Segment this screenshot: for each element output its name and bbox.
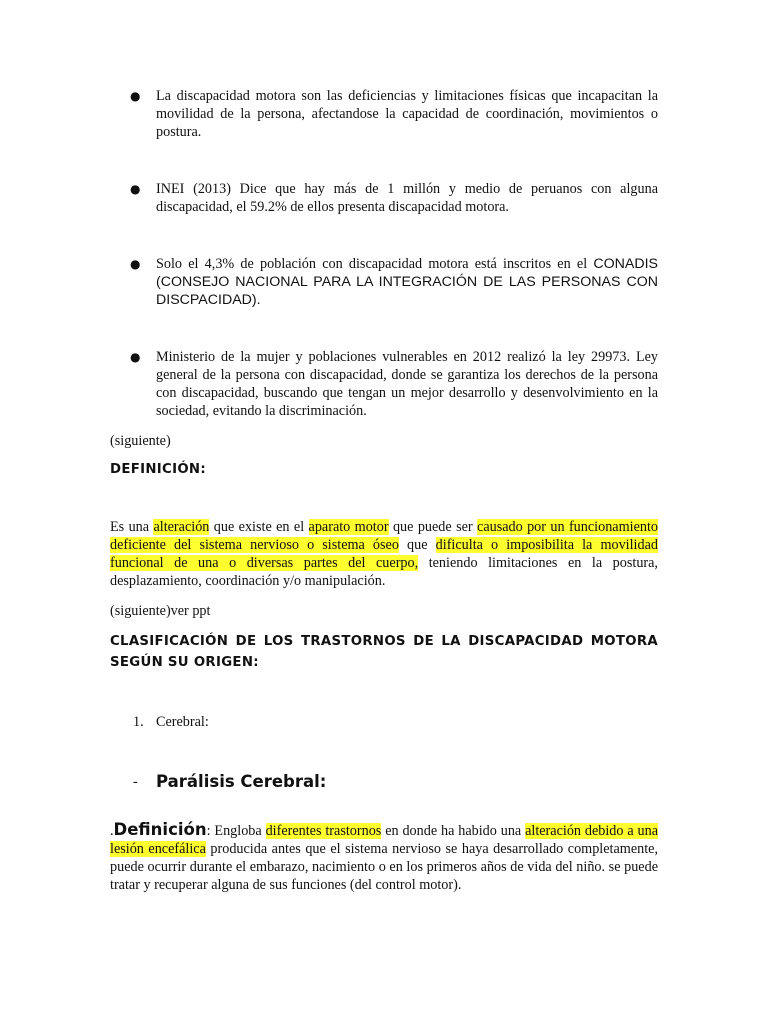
text-run: que [398,537,436,553]
list-number: 1. [133,714,144,730]
highlight: alteración debido a una lesión encefálica [110,823,658,857]
definicion2-paragraph [110,821,658,894]
list-item-text: Cerebral: [156,714,209,730]
definicion-label: Definición [113,820,207,839]
text-run: que puede ser [388,519,478,535]
bullet-text: INEI (2013) Dice que hay más de 1 millón y medio de peruanos con alguna discapacidad, el 59.2% de ellos presenta discapacidad motora. [156,181,658,215]
siguiente-note: (siguiente)ver ppt [110,603,211,619]
bullet-icon: ● [130,350,141,364]
text-run: en donde ha habido una [381,823,526,839]
definicion-paragraph [110,518,658,590]
conadis-text: CONADIS (CONSEJO NACIONAL PARA LA INTEGRACIÓN DE LAS PERSONAS CON DISCPACIDAD). [156,256,658,308]
siguiente-note: (siguiente) [110,433,171,449]
bullet-icon: ● [130,89,141,103]
definicion-heading: DEFINICIÓN: [110,462,206,477]
paralisis-heading [110,771,658,793]
highlight: diferentes trastornos [265,823,382,839]
clasificacion-heading: CLASIFICACIÓN DE LOS TRASTORNOS DE LA DISCAPACIDAD MOTORA SEGÚN SU ORIGEN: [110,634,658,670]
text-run: : Engloba [206,823,266,839]
highlight: causado por un funcionamiento deficiente del sistema nervioso o sistema óseo [110,519,659,553]
bullet-item [110,87,658,141]
bullet-item [110,180,658,216]
bullet-icon: ● [130,182,141,196]
highlight: alteración [153,519,210,535]
bullet-item [110,348,658,420]
bullet-text: La discapacidad motora son las deficiencias y limitaciones físicas que incapacitan la movilidad de la persona, afectandose la capacidad de coordinación, movimientos o postura. [156,88,658,140]
text-run: teniendo limitaciones en la postura, desplazamiento, coordinación y/o manipulación. [110,555,658,589]
bullet-item [110,255,658,309]
document-page [110,87,658,894]
bullet-text-serif: Solo el 4,3% de población con discapacidad motora está inscritos en el [156,256,594,272]
bullet-text [156,255,658,309]
bullet-icon: ● [130,257,141,271]
paralisis-title: Parálisis Cerebral: [156,772,327,791]
text-run: que existe en el [209,519,309,535]
text-run: producida antes que el sistema nervioso se haya desarrollado completamente, puede ocurrir durante el embarazo, nacimiento o en los primeros años de vida del niño. se puede tratar y recuperar alguna de sus funciones (del control motor). [110,841,658,893]
numbered-item [110,713,658,731]
dash-marker: - [133,774,138,790]
text-run: . [110,823,114,839]
highlight: dificulta o imposibilita la movilidad funcional de una o diversas partes del cuerpo, [110,537,658,571]
highlight: aparato motor [308,519,389,535]
text-run: Es una [110,519,154,535]
bullet-text: Ministerio de la mujer y poblaciones vulnerables en 2012 realizó la ley 29973. Ley general de la persona con discapacidad, donde se garantiza los derechos de la persona con discapacidad, buscando que tengan un mejor desarrollo y desenvolvimiento en la sociedad, evitando la discriminación. [156,349,658,419]
